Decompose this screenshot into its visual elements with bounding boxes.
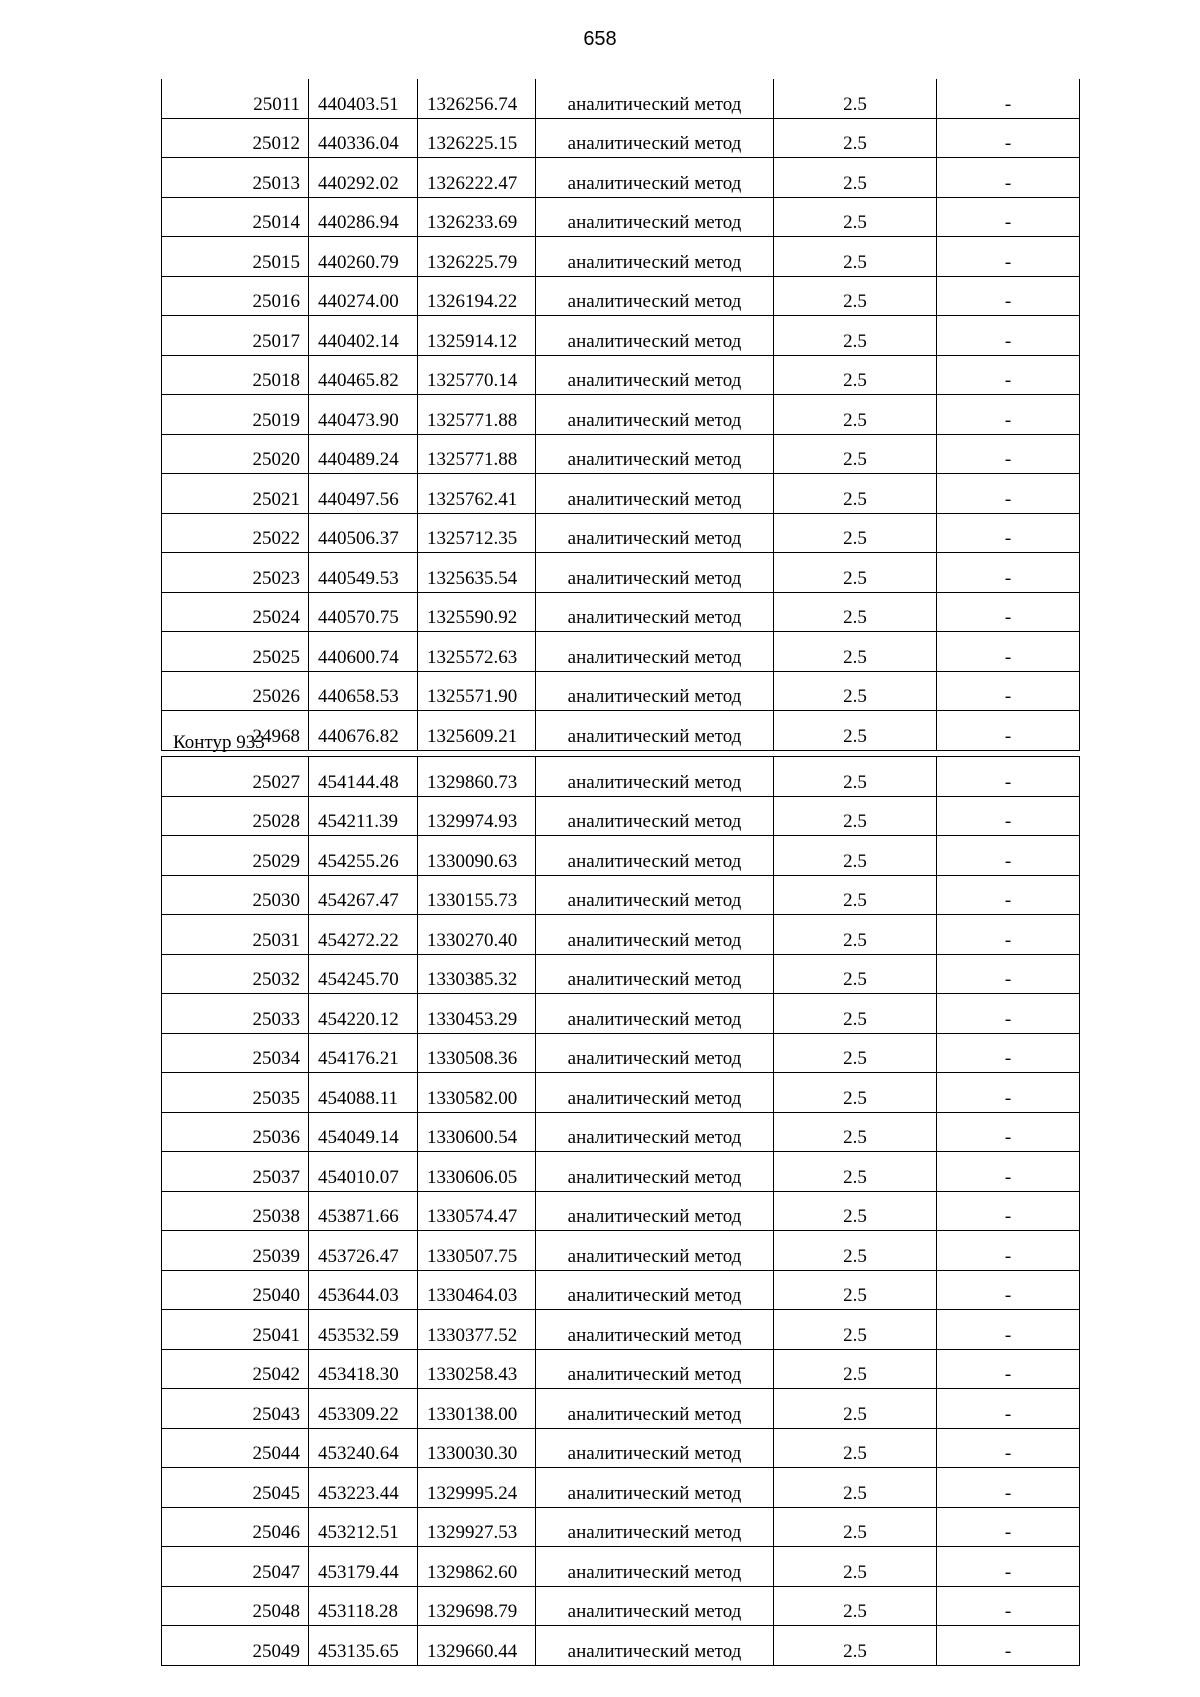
x-coordinate-cell: 440600.74 [309,632,418,672]
accuracy-cell: 2.5 [774,1428,937,1468]
y-coordinate-cell: 1329660.44 [418,1626,536,1666]
note-cell: - [937,395,1080,435]
note-cell: - [937,1389,1080,1429]
accuracy-cell: 2.5 [774,875,937,915]
point-number-cell: 25028 [162,796,309,836]
point-number-cell: 25036 [162,1112,309,1152]
accuracy-cell: 2.5 [774,118,937,158]
table-row [162,434,1080,474]
accuracy-cell: 2.5 [774,1152,937,1192]
point-number-cell: 25031 [162,915,309,955]
accuracy-cell: 2.5 [774,632,937,672]
table-row [162,1626,1080,1666]
method-cell: аналитический метод [536,474,774,514]
accuracy-cell: 2.5 [774,1112,937,1152]
accuracy-cell: 2.5 [774,836,937,876]
method-cell: аналитический метод [536,1152,774,1192]
note-cell: - [937,796,1080,836]
coordinates-table-2 [161,756,1080,1666]
x-coordinate-cell: 440570.75 [309,592,418,632]
x-coordinate-cell: 454211.39 [309,796,418,836]
method-cell: аналитический метод [536,434,774,474]
y-coordinate-cell: 1325771.88 [418,395,536,435]
x-coordinate-cell: 440292.02 [309,158,418,198]
table-row [162,836,1080,876]
y-coordinate-cell: 1330377.52 [418,1310,536,1350]
method-cell: аналитический метод [536,994,774,1034]
method-cell: аналитический метод [536,1073,774,1113]
x-coordinate-cell: 454255.26 [309,836,418,876]
method-cell: аналитический метод [536,1626,774,1666]
accuracy-cell: 2.5 [774,79,937,118]
method-cell: аналитический метод [536,592,774,632]
method-cell: аналитический метод [536,1191,774,1231]
table-row [162,158,1080,198]
note-cell: - [937,875,1080,915]
point-number-cell: 25045 [162,1468,309,1508]
x-coordinate-cell: 453240.64 [309,1428,418,1468]
accuracy-cell: 2.5 [774,915,937,955]
table-row [162,671,1080,711]
method-cell: аналитический метод [536,1547,774,1587]
method-cell: аналитический метод [536,1468,774,1508]
accuracy-cell: 2.5 [774,671,937,711]
y-coordinate-cell: 1330464.03 [418,1270,536,1310]
table-row [162,994,1080,1034]
point-number-cell: 25032 [162,954,309,994]
note-cell: - [937,197,1080,237]
x-coordinate-cell: 453532.59 [309,1310,418,1350]
x-coordinate-cell: 440676.82 [309,711,418,751]
y-coordinate-cell: 1330508.36 [418,1033,536,1073]
method-cell: аналитический метод [536,915,774,955]
note-cell: - [937,79,1080,118]
point-number-cell: 25015 [162,237,309,277]
table-row [162,1152,1080,1192]
x-coordinate-cell: 440465.82 [309,355,418,395]
point-number-cell: 25025 [162,632,309,672]
method-cell: аналитический метод [536,875,774,915]
x-coordinate-cell: 453179.44 [309,1547,418,1587]
point-number-cell: 25011 [162,79,309,118]
accuracy-cell: 2.5 [774,711,937,751]
y-coordinate-cell: 1330453.29 [418,994,536,1034]
x-coordinate-cell: 440497.56 [309,474,418,514]
point-number-cell: 25044 [162,1428,309,1468]
point-number-cell: 25029 [162,836,309,876]
point-number-cell: 25020 [162,434,309,474]
table-row [162,915,1080,955]
method-cell: аналитический метод [536,395,774,435]
method-cell: аналитический метод [536,237,774,277]
table-row [162,1586,1080,1626]
x-coordinate-cell: 454245.70 [309,954,418,994]
accuracy-cell: 2.5 [774,434,937,474]
note-cell: - [937,434,1080,474]
y-coordinate-cell: 1326233.69 [418,197,536,237]
y-coordinate-cell: 1330507.75 [418,1231,536,1271]
y-coordinate-cell: 1325609.21 [418,711,536,751]
method-cell: аналитический метод [536,1231,774,1271]
accuracy-cell: 2.5 [774,994,937,1034]
method-cell: аналитический метод [536,1112,774,1152]
page-number: 658 [583,28,617,50]
y-coordinate-cell: 1325571.90 [418,671,536,711]
method-cell: аналитический метод [536,954,774,994]
accuracy-cell: 2.5 [774,316,937,356]
accuracy-cell: 2.5 [774,237,937,277]
accuracy-cell: 2.5 [774,1349,937,1389]
point-number-cell: 25040 [162,1270,309,1310]
note-cell: - [937,1231,1080,1271]
table-row [162,553,1080,593]
note-cell: - [937,592,1080,632]
point-number-cell: 25019 [162,395,309,435]
point-number-cell: 25046 [162,1507,309,1547]
table-row [162,79,1080,118]
x-coordinate-cell: 453418.30 [309,1349,418,1389]
note-cell: - [937,915,1080,955]
y-coordinate-cell: 1325635.54 [418,553,536,593]
method-cell: аналитический метод [536,1586,774,1626]
point-number-cell: 25026 [162,671,309,711]
y-coordinate-cell: 1329927.53 [418,1507,536,1547]
y-coordinate-cell: 1329862.60 [418,1547,536,1587]
y-coordinate-cell: 1325770.14 [418,355,536,395]
note-cell: - [937,1586,1080,1626]
accuracy-cell: 2.5 [774,1626,937,1666]
x-coordinate-cell: 454176.21 [309,1033,418,1073]
point-number-cell: 25047 [162,1547,309,1587]
point-number-cell: 25041 [162,1310,309,1350]
accuracy-cell: 2.5 [774,1389,937,1429]
table-row [162,1231,1080,1271]
note-cell: - [937,118,1080,158]
table-row [162,954,1080,994]
accuracy-cell: 2.5 [774,1191,937,1231]
x-coordinate-cell: 440274.00 [309,276,418,316]
x-coordinate-cell: 453212.51 [309,1507,418,1547]
method-cell: аналитический метод [536,316,774,356]
accuracy-cell: 2.5 [774,1468,937,1508]
method-cell: аналитический метод [536,1270,774,1310]
accuracy-cell: 2.5 [774,1033,937,1073]
table-row [162,316,1080,356]
method-cell: аналитический метод [536,1389,774,1429]
y-coordinate-cell: 1329860.73 [418,757,536,797]
accuracy-cell: 2.5 [774,1270,937,1310]
x-coordinate-cell: 453135.65 [309,1626,418,1666]
table-row [162,1468,1080,1508]
table-row [162,1389,1080,1429]
table-row [162,474,1080,514]
method-cell: аналитический метод [536,711,774,751]
accuracy-cell: 2.5 [774,1073,937,1113]
x-coordinate-cell: 440473.90 [309,395,418,435]
note-cell: - [937,1310,1080,1350]
table-row [162,1270,1080,1310]
note-cell: - [937,1033,1080,1073]
x-coordinate-cell: 454088.11 [309,1073,418,1113]
point-number-cell: 25013 [162,158,309,198]
note-cell: - [937,158,1080,198]
table-row [162,592,1080,632]
note-cell: - [937,1112,1080,1152]
y-coordinate-cell: 1329974.93 [418,796,536,836]
table-row [162,1507,1080,1547]
x-coordinate-cell: 454220.12 [309,994,418,1034]
note-cell: - [937,1428,1080,1468]
table-row [162,1112,1080,1152]
point-number-cell: 25016 [162,276,309,316]
point-number-cell: 25018 [162,355,309,395]
x-coordinate-cell: 453644.03 [309,1270,418,1310]
point-number-cell: 25034 [162,1033,309,1073]
x-coordinate-cell: 440286.94 [309,197,418,237]
note-cell: - [937,632,1080,672]
table-row [162,1428,1080,1468]
coordinates-table-1 [161,79,1080,751]
x-coordinate-cell: 440403.51 [309,79,418,118]
table-row [162,1310,1080,1350]
method-cell: аналитический метод [536,1310,774,1350]
y-coordinate-cell: 1326225.15 [418,118,536,158]
x-coordinate-cell: 440658.53 [309,671,418,711]
accuracy-cell: 2.5 [774,158,937,198]
x-coordinate-cell: 454010.07 [309,1152,418,1192]
note-cell: - [937,1468,1080,1508]
point-number-cell: 25030 [162,875,309,915]
table-row [162,118,1080,158]
y-coordinate-cell: 1330090.63 [418,836,536,876]
accuracy-cell: 2.5 [774,197,937,237]
coordinates-table-2-body [162,757,1080,1666]
contour-label: Контур 933 [173,732,265,753]
point-number-cell: 25022 [162,513,309,553]
accuracy-cell: 2.5 [774,474,937,514]
point-number-cell: 25023 [162,553,309,593]
y-coordinate-cell: 1330155.73 [418,875,536,915]
point-number-cell: 25033 [162,994,309,1034]
y-coordinate-cell: 1330600.54 [418,1112,536,1152]
method-cell: аналитический метод [536,1507,774,1547]
method-cell: аналитический метод [536,79,774,118]
note-cell: - [937,757,1080,797]
accuracy-cell: 2.5 [774,1231,937,1271]
point-number-cell: 25021 [162,474,309,514]
table-row [162,513,1080,553]
table-row [162,757,1080,797]
accuracy-cell: 2.5 [774,954,937,994]
method-cell: аналитический метод [536,513,774,553]
note-cell: - [937,513,1080,553]
note-cell: - [937,553,1080,593]
note-cell: - [937,1152,1080,1192]
y-coordinate-cell: 1325762.41 [418,474,536,514]
x-coordinate-cell: 453309.22 [309,1389,418,1429]
table-row [162,1033,1080,1073]
accuracy-cell: 2.5 [774,1310,937,1350]
x-coordinate-cell: 453871.66 [309,1191,418,1231]
accuracy-cell: 2.5 [774,1547,937,1587]
x-coordinate-cell: 440402.14 [309,316,418,356]
note-cell: - [937,711,1080,751]
method-cell: аналитический метод [536,796,774,836]
note-cell: - [937,994,1080,1034]
table-row [162,395,1080,435]
table-row [162,711,1080,751]
note-cell: - [937,474,1080,514]
note-cell: - [937,1270,1080,1310]
note-cell: - [937,1349,1080,1389]
x-coordinate-cell: 454144.48 [309,757,418,797]
y-coordinate-cell: 1325590.92 [418,592,536,632]
point-number-cell: 25027 [162,757,309,797]
point-number-cell: 25039 [162,1231,309,1271]
note-cell: - [937,355,1080,395]
note-cell: - [937,1547,1080,1587]
y-coordinate-cell: 1330582.00 [418,1073,536,1113]
y-coordinate-cell: 1326194.22 [418,276,536,316]
y-coordinate-cell: 1329698.79 [418,1586,536,1626]
y-coordinate-cell: 1330606.05 [418,1152,536,1192]
y-coordinate-cell: 1329995.24 [418,1468,536,1508]
y-coordinate-cell: 1330270.40 [418,915,536,955]
point-number-cell: 25049 [162,1626,309,1666]
point-number-cell: 25017 [162,316,309,356]
method-cell: аналитический метод [536,757,774,797]
method-cell: аналитический метод [536,1349,774,1389]
table-row [162,237,1080,277]
point-number-cell: 25037 [162,1152,309,1192]
x-coordinate-cell: 453118.28 [309,1586,418,1626]
note-cell: - [937,1626,1080,1666]
table-row [162,796,1080,836]
method-cell: аналитический метод [536,632,774,672]
note-cell: - [937,237,1080,277]
table-row [162,1073,1080,1113]
note-cell: - [937,1507,1080,1547]
y-coordinate-cell: 1330385.32 [418,954,536,994]
accuracy-cell: 2.5 [774,355,937,395]
y-coordinate-cell: 1325771.88 [418,434,536,474]
note-cell: - [937,276,1080,316]
y-coordinate-cell: 1326225.79 [418,237,536,277]
accuracy-cell: 2.5 [774,757,937,797]
y-coordinate-cell: 1326256.74 [418,79,536,118]
accuracy-cell: 2.5 [774,553,937,593]
point-number-cell: 25038 [162,1191,309,1231]
accuracy-cell: 2.5 [774,395,937,435]
x-coordinate-cell: 440489.24 [309,434,418,474]
point-number-cell: 25014 [162,197,309,237]
accuracy-cell: 2.5 [774,276,937,316]
point-number-cell: 25042 [162,1349,309,1389]
method-cell: аналитический метод [536,276,774,316]
point-number-cell: 25043 [162,1389,309,1429]
x-coordinate-cell: 453223.44 [309,1468,418,1508]
x-coordinate-cell: 454267.47 [309,875,418,915]
accuracy-cell: 2.5 [774,513,937,553]
table-row [162,276,1080,316]
x-coordinate-cell: 454049.14 [309,1112,418,1152]
note-cell: - [937,316,1080,356]
y-coordinate-cell: 1330138.00 [418,1389,536,1429]
point-number-cell: 25012 [162,118,309,158]
y-coordinate-cell: 1325914.12 [418,316,536,356]
x-coordinate-cell: 440336.04 [309,118,418,158]
y-coordinate-cell: 1325712.35 [418,513,536,553]
method-cell: аналитический метод [536,553,774,593]
note-cell: - [937,1073,1080,1113]
table-row [162,875,1080,915]
accuracy-cell: 2.5 [774,1507,937,1547]
table-row [162,1191,1080,1231]
table-row [162,197,1080,237]
x-coordinate-cell: 453726.47 [309,1231,418,1271]
y-coordinate-cell: 1326222.47 [418,158,536,198]
note-cell: - [937,671,1080,711]
method-cell: аналитический метод [536,671,774,711]
method-cell: аналитический метод [536,118,774,158]
y-coordinate-cell: 1330258.43 [418,1349,536,1389]
note-cell: - [937,954,1080,994]
y-coordinate-cell: 1325572.63 [418,632,536,672]
coordinates-table-1-body [162,79,1080,750]
point-number-cell: 25048 [162,1586,309,1626]
method-cell: аналитический метод [536,1428,774,1468]
point-number-cell: 25035 [162,1073,309,1113]
accuracy-cell: 2.5 [774,1586,937,1626]
point-number-cell: 25024 [162,592,309,632]
point-number-cell: 24968 [162,711,309,751]
method-cell: аналитический метод [536,355,774,395]
method-cell: аналитический метод [536,197,774,237]
note-cell: - [937,836,1080,876]
x-coordinate-cell: 454272.22 [309,915,418,955]
note-cell: - [937,1191,1080,1231]
table-row [162,355,1080,395]
x-coordinate-cell: 440549.53 [309,553,418,593]
x-coordinate-cell: 440506.37 [309,513,418,553]
method-cell: аналитический метод [536,158,774,198]
y-coordinate-cell: 1330574.47 [418,1191,536,1231]
accuracy-cell: 2.5 [774,592,937,632]
y-coordinate-cell: 1330030.30 [418,1428,536,1468]
table-row [162,632,1080,672]
table-row [162,1547,1080,1587]
table-row [162,1349,1080,1389]
method-cell: аналитический метод [536,1033,774,1073]
accuracy-cell: 2.5 [774,796,937,836]
x-coordinate-cell: 440260.79 [309,237,418,277]
method-cell: аналитический метод [536,836,774,876]
